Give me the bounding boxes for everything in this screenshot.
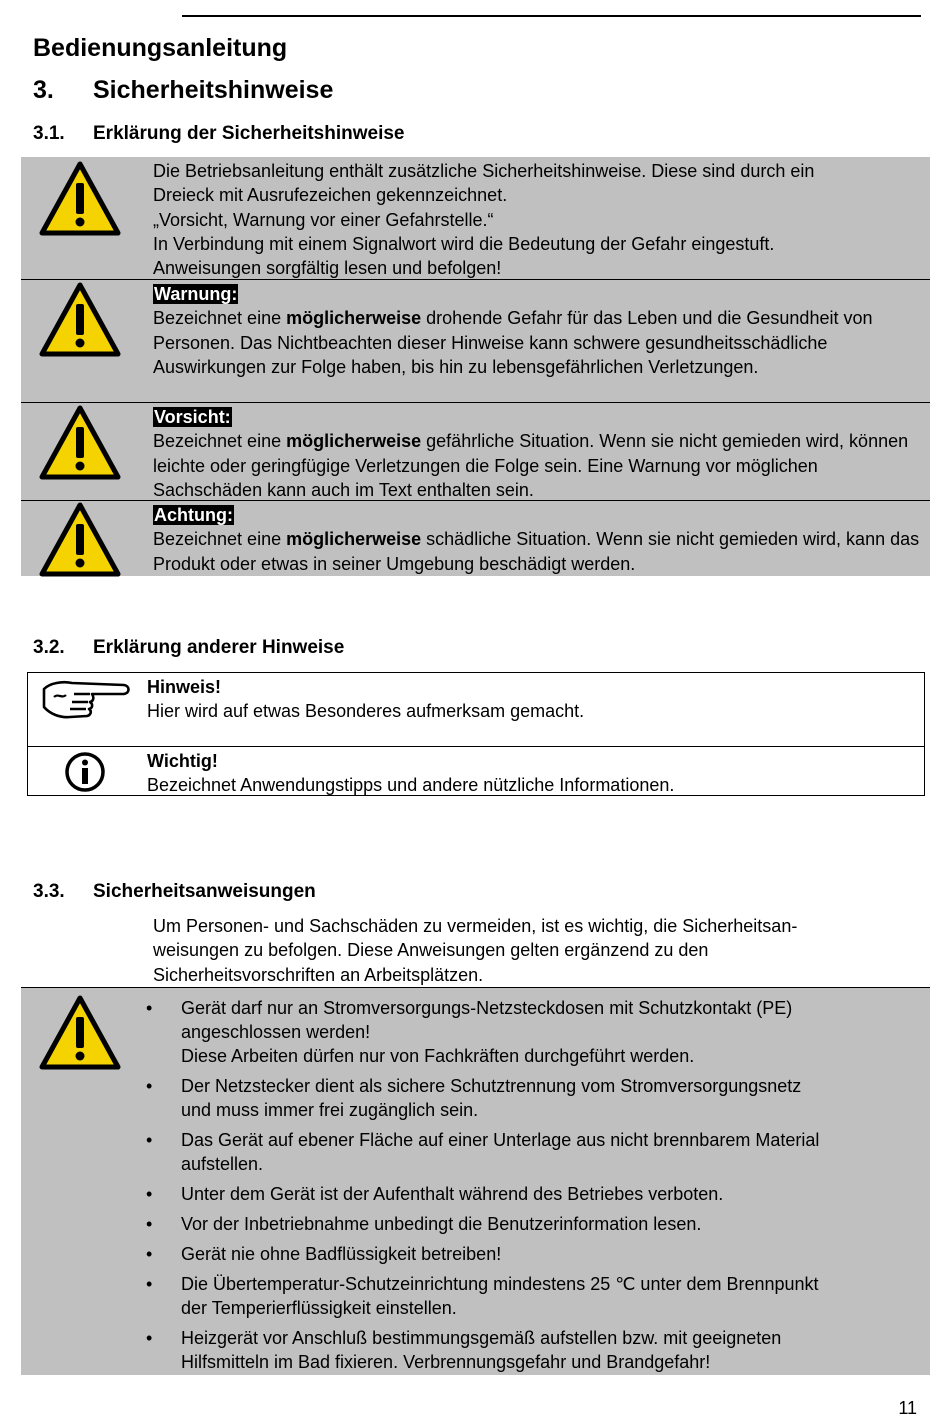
warnung-text: Bezeichnet eine möglicherweise drohende Gefahr für das Leben und die Gesundheit von Personen. Das Nichtbeachten dieser Hinweise kann schwere gesundheitsschädliche Auswirkungen zur Folge haben, bis hin zu lebensgefährlichen Verletzungen. [153,308,873,377]
safety-notices-panel [21,157,930,576]
wichtig-text: Bezeichnet Anwendungstipps und andere nützliche Informationen. [147,775,675,795]
section-title: Sicherheitshinweise [93,76,334,104]
pointing-hand-icon [40,677,130,726]
vorsicht-label: Vorsicht: [154,407,231,427]
intro-text: Die Betriebsanleitung enthält zusätzliche Sicherheitshinweise. Diese sind durch ein Dreieck mit Ausrufezeichen gekennzeichnet. „Vorsicht, Warnung vor einer Gefahrstelle.“ In Verbindung mit einem Signalwort wird die Bedeutung der Gefahr eingestuft. Anweisungen sorgfältig lesen und befolgen! [153,161,815,279]
subsection-heading-3-3 [33,881,316,903]
section-number: 3. [33,76,54,104]
warnung-label: Warnung: [154,284,238,304]
notice-row-vorsicht [21,402,930,501]
list-item: • Gerät darf nur an Stromversorgungs-Netzsteckdosen mit Schutzkontakt (PE) angeschlossen werden! Diese Arbeiten dürfen nur von Fachkräften durchgeführt werden. [146,998,793,1066]
subsection-number: 3.3. [33,881,65,902]
subsection-heading-3-2 [33,637,344,659]
hint-row-wichtig [28,747,924,795]
vorsicht-text: Bezeichnet eine möglicherweise gefährliche Situation. Wenn sie nicht gemieden wird, können leichte oder geringfügige Verletzungen die Folge sein. Eine Warnung vor möglichen Sachschäden kann auch im Text enthalten sein. [153,431,909,500]
section-heading [33,76,333,105]
hint-row-hinweis [28,673,924,747]
subsection-heading-3-1 [33,123,405,145]
safety-instructions-list [146,996,921,1380]
page-number: 11 [898,1398,917,1418]
subsection-title: Sicherheitsanweisungen [93,881,316,902]
wichtig-title: Wichtig! [147,751,218,771]
warning-triangle-icon [39,405,121,480]
info-circle-icon [64,751,106,798]
list-item: • Unter dem Gerät ist der Aufenthalt während des Betriebes verboten. [146,1184,724,1204]
subsection-title: Erklärung anderer Hinweise [93,637,345,658]
hints-table [27,672,925,796]
hinweis-title: Hinweis! [147,677,222,697]
safety-instructions-panel [21,987,930,1375]
list-item: • Gerät nie ohne Badflüssigkeit betreiben! [146,1244,502,1264]
subsection-title: Erklärung der Sicherheitshinweise [93,123,405,144]
warning-triangle-icon [39,282,121,357]
notice-row-achtung [21,500,930,577]
header-rule [182,15,921,17]
list-item: • Vor der Inbetriebnahme unbedingt die Benutzerinformation lesen. [146,1214,702,1234]
hinweis-text: Hier wird auf etwas Besonderes aufmerksam gemacht. [147,701,585,721]
achtung-label: Achtung: [154,505,233,525]
achtung-text: Bezeichnet eine möglicherweise schädliche Situation. Wenn sie nicht gemieden wird, kann das Produkt oder etwas in seiner Umgebung beschädigt werden. [153,529,920,574]
safety-instructions-intro: Um Personen- und Sachschäden zu vermeiden, ist es wichtig, die Sicherheitsan- weisungen zu befolgen. Diese Anweisungen gelten ergänzend zu den Sicherheitsvorschriften an Arbeitsplätzen. [153,916,798,985]
warning-triangle-icon [39,502,121,577]
warning-triangle-icon [39,995,121,1070]
subsection-number: 3.1. [33,123,65,144]
document-title: Bedienungsanleitung [33,34,288,62]
warning-triangle-icon [39,161,121,236]
list-item: • Heizgerät vor Anschluß bestimmungsgemäß aufstellen bzw. mit geeigneten Hilfsmitteln im Bad fixieren. Verbrennungsgefahr und Brandgefahr! [146,1328,782,1372]
subsection-number: 3.2. [33,637,65,658]
list-item: • Die Übertemperatur-Schutzeinrichtung mindestens 25 ℃ unter dem Brennpunkt der Temperierflüssigkeit einstellen. [146,1274,819,1318]
notice-row-warnung [21,279,930,403]
list-item: • Das Gerät auf ebener Fläche auf einer Unterlage aus nicht brennbarem Material aufstellen. [146,1130,820,1174]
list-item: • Der Netzstecker dient als sichere Schutztrennung vom Stromversorgungsnetz und muss immer frei zugänglich sein. [146,1076,802,1120]
notice-row-intro [21,157,930,279]
